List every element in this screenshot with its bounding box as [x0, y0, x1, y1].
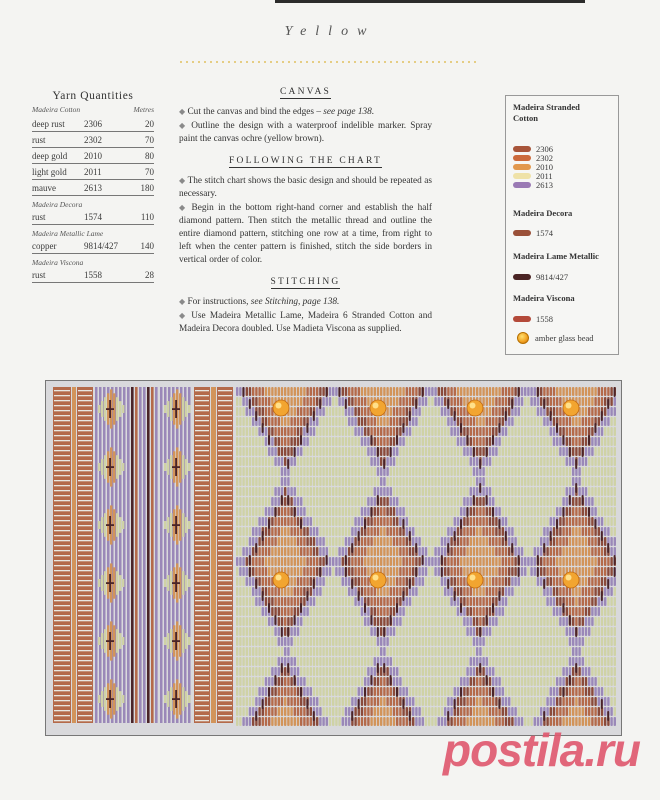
yarn-row — [32, 267, 154, 283]
bullet-diamond-icon: ◆ — [179, 107, 186, 116]
yarn-row — [32, 164, 154, 180]
thread-code: 9814/427 — [536, 271, 569, 282]
group-label: Madeira Cotton — [32, 105, 81, 114]
yarn-code: 2010 — [84, 150, 102, 161]
stitch-chart — [45, 380, 622, 736]
amber-bead-icon — [563, 400, 579, 416]
key-heading-lame: Madeira Lame Metallic — [513, 251, 599, 261]
yarn-color: rust — [32, 269, 46, 280]
amber-bead-icon — [563, 572, 579, 588]
amber-bead-icon — [370, 400, 386, 416]
bullet-diamond-icon: ◆ — [179, 176, 186, 185]
instruction-paragraph: ◆ Cut the canvas and bind the edges – see page 138. — [179, 107, 375, 117]
yarn-table-header — [32, 105, 154, 114]
yarn-metres: 140 — [140, 240, 154, 251]
yarn-metres: 20 — [145, 118, 154, 129]
stitch-chart-graphic — [46, 381, 621, 735]
amber-bead-icon — [517, 332, 529, 344]
thread-code: 2306 — [536, 143, 553, 154]
bead-label: amber glass bead — [535, 333, 594, 343]
yarn-metres: 70 — [145, 134, 154, 145]
section-following-the-chart — [179, 155, 432, 267]
thread-swatch-icon — [513, 164, 531, 170]
section-heading: CANVAS — [279, 87, 332, 97]
yarn-code: 1558 — [84, 269, 102, 280]
yarn-row — [32, 148, 154, 164]
page-reference: see Stitching, page 138. — [250, 297, 340, 307]
yarn-code: 1574 — [84, 211, 102, 222]
yarn-metres: 180 — [140, 182, 154, 193]
yarn-color: rust — [32, 134, 46, 145]
page-title: Yellow — [284, 24, 376, 39]
instruction-paragraph: ◆ Outline the design with a waterproof indelible marker. Spray paint the canvas ochre (yellow brown). — [179, 121, 432, 144]
instruction-paragraph: ◆ For instructions, see Stitching, page 138. — [179, 297, 340, 307]
yarn-metres: 70 — [145, 166, 154, 177]
yarn-code: 2306 — [84, 118, 102, 129]
key-heading-stranded-cotton: Madeira Stranded Cotton — [513, 102, 580, 123]
instructions-column — [179, 86, 432, 345]
thread-swatch-icon — [513, 182, 531, 188]
thread-code: 1558 — [536, 313, 553, 324]
thread-code: 2613 — [536, 179, 553, 190]
thread-swatch-icon — [513, 230, 531, 236]
yarn-color: light gold — [32, 166, 67, 177]
title-dotted-rule — [178, 61, 480, 63]
yarn-quantities-table — [32, 90, 154, 283]
key-item — [513, 180, 553, 189]
color-key-box — [505, 95, 619, 355]
instruction-paragraph: ◆ The stitch chart shows the basic design and should be repeated as necessary. — [179, 176, 433, 199]
yarn-metres: 110 — [140, 211, 154, 222]
yarn-color: rust — [32, 211, 46, 222]
section-canvas — [179, 86, 432, 146]
thread-code: 2302 — [536, 152, 553, 163]
yarn-metres: 28 — [145, 269, 154, 280]
key-item — [513, 228, 553, 237]
group-label: Madeira Decora — [32, 200, 83, 209]
key-heading-viscona: Madeira Viscona — [513, 293, 575, 303]
metres-label: Metres — [133, 105, 154, 114]
yarn-color: deep rust — [32, 118, 65, 129]
section-stitching — [179, 276, 432, 336]
amber-bead-icon — [273, 572, 289, 588]
yarn-code: 9814/427 — [84, 240, 119, 251]
yarn-quantities-heading: Yarn Quantities — [52, 90, 134, 102]
thread-code: 2011 — [536, 170, 553, 181]
thread-swatch-icon — [513, 274, 531, 280]
bullet-diamond-icon: ◆ — [179, 203, 188, 212]
section-heading: STITCHING — [270, 277, 341, 287]
yarn-code: 2302 — [84, 134, 102, 145]
yarn-row — [32, 238, 154, 254]
bullet-diamond-icon: ◆ — [179, 121, 188, 130]
key-heading-decora: Madeira Decora — [513, 208, 573, 218]
instruction-paragraph: ◆ Begin in the bottom right-hand corner and establish the half diamond pattern. Then stitch the metallic thread and outline the entire diamond pattern, stitching one row at a time, from right to left when the center pattern is finished, stitch the side borders in vertical order of color. — [179, 203, 433, 265]
page-reference: see page 138. — [323, 107, 375, 117]
yarn-code: 2011 — [84, 166, 102, 177]
group-label: Madeira Metallic Lame — [32, 229, 104, 238]
group-label: Madeira Viscona — [32, 258, 84, 267]
thread-code: 1574 — [536, 227, 553, 238]
bullet-diamond-icon: ◆ — [179, 311, 188, 320]
instruction-paragraph: ◆ Use Madeira Metallic Lame, Madeira 6 Stranded Cotton and Madeira Decora doubled. Use Madieta Viscona as supplied. — [179, 311, 432, 334]
thread-swatch-icon — [513, 173, 531, 179]
key-item-bead — [513, 332, 594, 344]
yarn-row — [32, 209, 154, 225]
thread-swatch-icon — [513, 146, 531, 152]
yarn-row — [32, 180, 154, 196]
amber-bead-icon — [467, 572, 483, 588]
section-heading: FOLLOWING THE CHART — [229, 156, 382, 166]
bullet-diamond-icon: ◆ — [179, 297, 186, 306]
amber-bead-icon — [273, 400, 289, 416]
yarn-row — [32, 132, 154, 148]
amber-bead-icon — [467, 400, 483, 416]
yarn-color: deep gold — [32, 150, 68, 161]
yarn-color: copper — [32, 240, 57, 251]
watermark: postila.ru — [443, 724, 641, 776]
thread-swatch-icon — [513, 316, 531, 322]
thread-code: 2010 — [536, 161, 553, 172]
key-item — [513, 272, 568, 281]
amber-bead-icon — [370, 572, 386, 588]
yarn-row — [32, 116, 154, 132]
yarn-metres: 80 — [145, 150, 154, 161]
yarn-code: 2613 — [84, 182, 102, 193]
top-edge-bar — [275, 0, 585, 3]
key-item — [513, 314, 553, 323]
thread-swatch-icon — [513, 155, 531, 161]
yarn-color: mauve — [32, 182, 56, 193]
